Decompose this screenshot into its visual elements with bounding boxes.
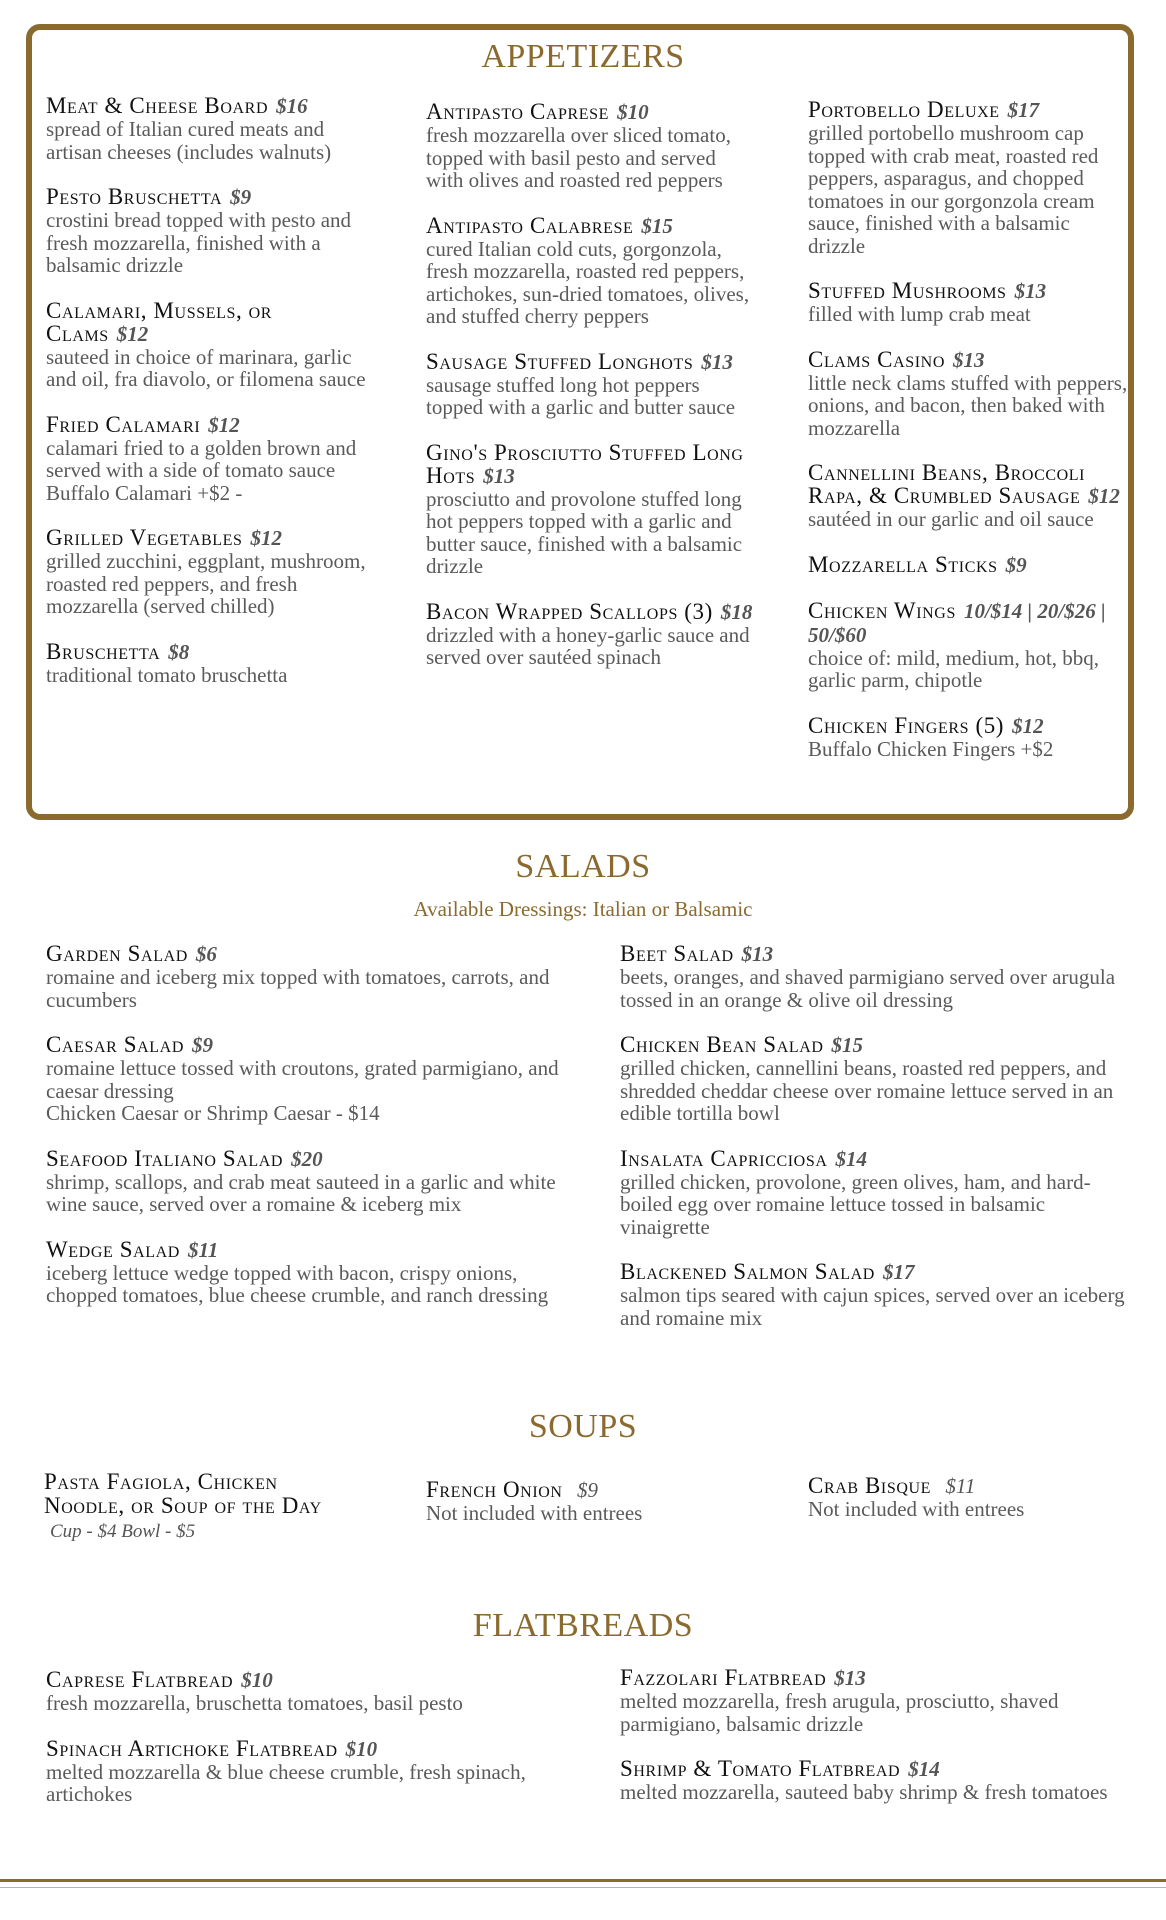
menu-item (46, 299, 366, 391)
soup-combo-name: Pasta Fagiola, Chicken Noodle, or Soup of the Day (44, 1469, 322, 1518)
menu-item-price: $12 (1088, 484, 1120, 508)
menu-item-name: Shrimp & Tomato Flatbread (620, 1756, 901, 1781)
menu-item (426, 441, 756, 578)
menu-item-name: Bacon Wrapped Scallops (3) (426, 598, 713, 624)
menu-item-heading (808, 553, 1128, 577)
menu-item (620, 1757, 1140, 1804)
menu-item-heading (808, 714, 1128, 738)
menu-item-addon: Buffalo Calamari +$2 - (46, 480, 243, 505)
menu-item-price: $15 (641, 213, 673, 238)
salads-title: SALADS (515, 848, 651, 885)
soup-combo-sizes: Cup - $4 Bowl - $5 (50, 1521, 196, 1542)
menu-item-heading (46, 526, 366, 550)
menu-item (620, 1666, 1140, 1735)
menu-item-name: Caprese Flatbread (46, 1667, 234, 1692)
menu-item-name: Chicken Fingers (5) (808, 712, 1005, 738)
menu-item-name: Seafood Italiano Salad (46, 1145, 284, 1171)
menu-item (808, 553, 1128, 577)
menu-item-description: beets, oranges, and shaved parmigiano served over arugula tossed in an orange & olive oil dressing (620, 965, 1116, 1012)
menu-item-name: Cannellini Beans, Broccoli Rapa, & Crumbled Sausage (808, 460, 1086, 508)
menu-item-description: Buffalo Chicken Fingers +$2 (808, 736, 1054, 761)
menu-item-heading (808, 461, 1128, 508)
menu-item-heading (46, 1238, 566, 1262)
soups-title: SOUPS (528, 1408, 638, 1445)
menu-item-price: $12 (208, 412, 240, 437)
menu-item-description: melted mozzarella, sauteed baby shrimp & fresh tomatoes (620, 1780, 1108, 1804)
menu-item-description: iceberg lettuce wedge topped with bacon, crispy onions, chopped tomatoes, blue cheese crumble, and ranch dressing (46, 1260, 549, 1307)
menu-item-name: Chicken Wings (808, 597, 956, 623)
appetizers-column-3 (808, 98, 1128, 782)
menu-item-description: traditional tomato bruschetta (46, 662, 288, 687)
menu-item (620, 942, 1140, 1011)
flatbreads-column-1 (46, 1668, 566, 1828)
menu-item-description: melted mozzarella & blue cheese crumble, fresh spinach, artichokes (46, 1759, 526, 1806)
salads-column-1 (46, 942, 566, 1329)
menu-item-name: Stuffed Mushrooms (808, 278, 1007, 303)
menu-item-description: grilled portobello mushroom cap topped with crab meat, roasted red peppers, asparagus, and chopped tomatoes in our gorgonzola cream sauce, finished with a balsamic drizzle (808, 121, 1099, 258)
menu-item (808, 714, 1128, 761)
soup-french-onion-desc: Not included with entrees (426, 1501, 643, 1525)
menu-item-price: $18 (720, 599, 753, 624)
menu-item-heading (620, 1260, 1140, 1284)
menu-item (620, 1260, 1140, 1329)
menu-item-name: Antipasto Caprese (426, 99, 610, 124)
menu-item-description: sauteed in choice of marinara, garlic and oil, fra diavolo, or filomena sauce (46, 344, 366, 391)
soup-item-french-onion (426, 1478, 746, 1525)
menu-item-heading (46, 1033, 566, 1057)
menu-item-name: Chicken Bean Salad (620, 1032, 824, 1057)
menu-item (46, 640, 366, 687)
menu-item-description: crostini bread topped with pesto and fresh mozzarella, finished with a balsamic drizzle (46, 208, 352, 277)
soup-french-onion-price: $9 (576, 1478, 598, 1502)
soup-crab-bisque-price: $11 (945, 1474, 976, 1498)
menu-item-description: fresh mozzarella, bruschetta tomatoes, basil pesto (46, 1691, 463, 1715)
menu-item-heading (46, 413, 366, 437)
menu-item-name: Fazzolari Flatbread (620, 1665, 827, 1690)
appetizers-title: APPETIZERS (481, 38, 685, 75)
menu-item-name: Beet Salad (620, 941, 734, 966)
flatbreads-column-2 (620, 1666, 1140, 1826)
menu-item (46, 1033, 566, 1125)
menu-item (426, 214, 756, 328)
menu-item-description: cured Italian cold cuts, gorgonzola, fresh mozzarella, roasted red peppers, artichokes, sun-dried tomatoes, olives, and stuffed cherry peppers (426, 236, 750, 328)
soup-french-onion-name: French Onion (426, 1477, 563, 1502)
menu-item-description: drizzled with a honey-garlic sauce and served over sautéed spinach (426, 622, 750, 669)
menu-item (46, 1737, 566, 1806)
menu-item-price: $6 (195, 942, 217, 966)
menu-item-heading (46, 942, 566, 966)
menu-item-heading (46, 185, 366, 209)
menu-item-description: shrimp, scallops, and crab meat sauteed in a garlic and white wine sauce, served over a romaine & iceberg mix (46, 1169, 556, 1216)
menu-item-price: $14 (835, 1146, 867, 1171)
menu-item (808, 98, 1128, 257)
menu-item (426, 100, 756, 192)
soup-crab-bisque-name: Crab Bisque (808, 1473, 932, 1498)
menu-item-name: Gino's Prosciutto Stuffed Long Hots (426, 439, 744, 488)
menu-item-description: grilled chicken, provolone, green olives, ham, and hard-boiled egg over romaine lettuce tossed in balsamic vinaigrette (620, 1169, 1091, 1239)
menu-item-heading (620, 1147, 1140, 1171)
menu-item-name: Caesar Salad (46, 1032, 184, 1057)
menu-item-description: filled with lump crab meat (808, 302, 1031, 326)
menu-item-heading (620, 942, 1140, 966)
menu-item-heading (808, 98, 1128, 122)
menu-item-price: $12 (116, 321, 149, 346)
menu-item-description: fresh mozzarella over sliced tomato, topped with basil pesto and served with olives and roasted red peppers (426, 123, 731, 192)
menu-item-name: Antipasto Calabrese (426, 212, 634, 238)
menu-item-description: grilled zucchini, eggplant, mushroom, roasted red peppers, and fresh mozzarella (served chilled) (46, 549, 366, 618)
menu-item-name: Clams Casino (808, 346, 945, 372)
menu-item-description: sautéed in our garlic and oil sauce (808, 507, 1094, 531)
menu-item-name: Bruschetta (46, 638, 161, 664)
menu-item-description: prosciutto and provolone stuffed long hot peppers topped with a garlic and butter sauce, finished with a balsamic drizzle (426, 486, 743, 578)
menu-item-description: choice of: mild, medium, hot, bbq, garlic parm, chipotle (808, 645, 1100, 692)
menu-item-heading (808, 279, 1128, 303)
menu-item-price: $16 (276, 94, 308, 118)
menu-item-name: Spinach Artichoke Flatbread (46, 1735, 338, 1761)
menu-item-heading (426, 600, 756, 624)
menu-item (46, 94, 366, 163)
menu-item (46, 185, 366, 277)
soup-item-combo (44, 1470, 364, 1544)
menu-item (808, 279, 1128, 326)
menu-item (808, 461, 1128, 531)
salads-dressings-note: Available Dressings: Italian or Balsamic (413, 897, 753, 921)
menu-item-heading (808, 599, 1128, 647)
menu-item-description: little neck clams stuffed with peppers, onions, and bacon, then baked with mozzarella (808, 370, 1128, 440)
menu-item-price: $10 (241, 1668, 273, 1692)
menu-item-price: $13 (741, 942, 774, 966)
menu-item-price: $15 (831, 1033, 864, 1057)
menu-item-heading (808, 348, 1128, 372)
menu-item-price: $13 (701, 349, 733, 374)
menu-item-price: 10/$14 | 20/$26 | 50/$60 (808, 598, 1106, 647)
menu-item-name: Mozzarella Sticks (808, 551, 998, 577)
menu-item-heading (46, 1668, 566, 1692)
menu-item-price: $10 (345, 1736, 378, 1761)
menu-item-heading (426, 350, 756, 374)
menu-item (46, 942, 566, 1011)
menu-item-price: $11 (187, 1237, 219, 1262)
menu-item (46, 526, 366, 618)
menu-item-name: Portobello Deluxe (808, 97, 1000, 122)
menu-item-price: $20 (291, 1146, 323, 1171)
menu-item (426, 600, 756, 669)
menu-item-description: salmon tips seared with cajun spices, served over an iceberg and romaine mix (620, 1283, 1125, 1330)
menu-item-price: $8 (168, 639, 190, 664)
soup-crab-bisque-desc: Not included with entrees (808, 1497, 1025, 1521)
menu-item (808, 348, 1128, 440)
menu-item-heading (46, 1147, 566, 1171)
menu-item-heading (46, 94, 366, 118)
bottom-rule (0, 1879, 1166, 1882)
menu-item-price: $9 (230, 185, 252, 209)
menu-item-price: $13 (1014, 279, 1047, 303)
menu-item-price: $13 (952, 347, 985, 372)
menu-item (426, 350, 756, 419)
soup-item-crab-bisque (808, 1474, 1128, 1521)
menu-item-name: Wedge Salad (46, 1236, 180, 1262)
menu-item-heading (46, 1737, 566, 1761)
menu-item-name: Fried Calamari (46, 411, 201, 437)
menu-item-description: spread of Italian cured meats and artisan cheeses (includes walnuts) (46, 117, 332, 164)
menu-item (46, 1238, 566, 1307)
menu-item-heading (426, 100, 756, 124)
menu-item-price: $9 (1005, 552, 1027, 577)
menu-item-price: $14 (908, 1757, 940, 1781)
menu-item-name: Meat & Cheese Board (46, 93, 269, 118)
menu-item-heading (426, 441, 756, 488)
menu-item (46, 1668, 566, 1715)
menu-item-price: $9 (191, 1033, 213, 1057)
menu-item-description: grilled chicken, cannellini beans, roasted red peppers, and shredded cheddar cheese over romaine lettuce served in an edible tortilla bowl (620, 1056, 1114, 1125)
salads-column-2 (620, 942, 1140, 1351)
menu-item-price: $13 (834, 1666, 866, 1690)
menu-item-heading (620, 1666, 1140, 1690)
menu-item-price: $12 (250, 526, 282, 550)
menu-item-name: Grilled Vegetables (46, 525, 243, 550)
menu-item-description: sausage stuffed long hot peppers topped with a garlic and butter sauce (426, 372, 736, 419)
menu-item-price: $10 (617, 100, 649, 124)
menu-item-heading (46, 640, 366, 664)
menu-item-description: romaine lettuce tossed with croutons, grated parmigiano, and caesar dressing (46, 1056, 559, 1103)
menu-item (808, 599, 1128, 692)
menu-item-name: Insalata Capricciosa (620, 1145, 828, 1171)
menu-item-name: Blackened Salmon Salad (620, 1259, 875, 1284)
menu-item-name: Sausage Stuffed Longhots (426, 348, 694, 374)
menu-item-addon: Chicken Caesar or Shrimp Caesar - $14 (46, 1101, 380, 1125)
appetizers-column-1 (46, 94, 366, 708)
menu-item-name: Garden Salad (46, 941, 188, 966)
menu-item-heading (46, 299, 366, 346)
bottom-rule-thin (0, 1887, 1166, 1888)
menu-item-heading (620, 1033, 1140, 1057)
menu-item-price: $13 (483, 463, 515, 488)
flatbreads-title: FLATBREADS (472, 1607, 694, 1644)
menu-item-description: melted mozzarella, fresh arugula, prosciutto, shaved parmigiano, balsamic drizzle (620, 1689, 1059, 1736)
menu-item (46, 1147, 566, 1216)
menu-item-price: $17 (1007, 98, 1040, 122)
menu-item-price: $17 (882, 1260, 915, 1284)
menu-item-description: calamari fried to a golden brown and served with a side of tomato sauce (46, 435, 357, 482)
appetizers-column-2 (426, 100, 756, 691)
menu-item-price: $12 (1012, 713, 1044, 738)
menu-item-heading (620, 1757, 1140, 1781)
menu-item-name: Pesto Bruschetta (46, 184, 223, 209)
menu-item-heading (426, 214, 756, 238)
menu-item-name: Calamari, Mussels, or Clams (46, 297, 273, 346)
menu-item (46, 413, 366, 505)
menu-item (620, 1033, 1140, 1125)
menu-item (620, 1147, 1140, 1239)
menu-item-description: romaine and iceberg mix topped with tomatoes, carrots, and cucumbers (46, 965, 550, 1012)
